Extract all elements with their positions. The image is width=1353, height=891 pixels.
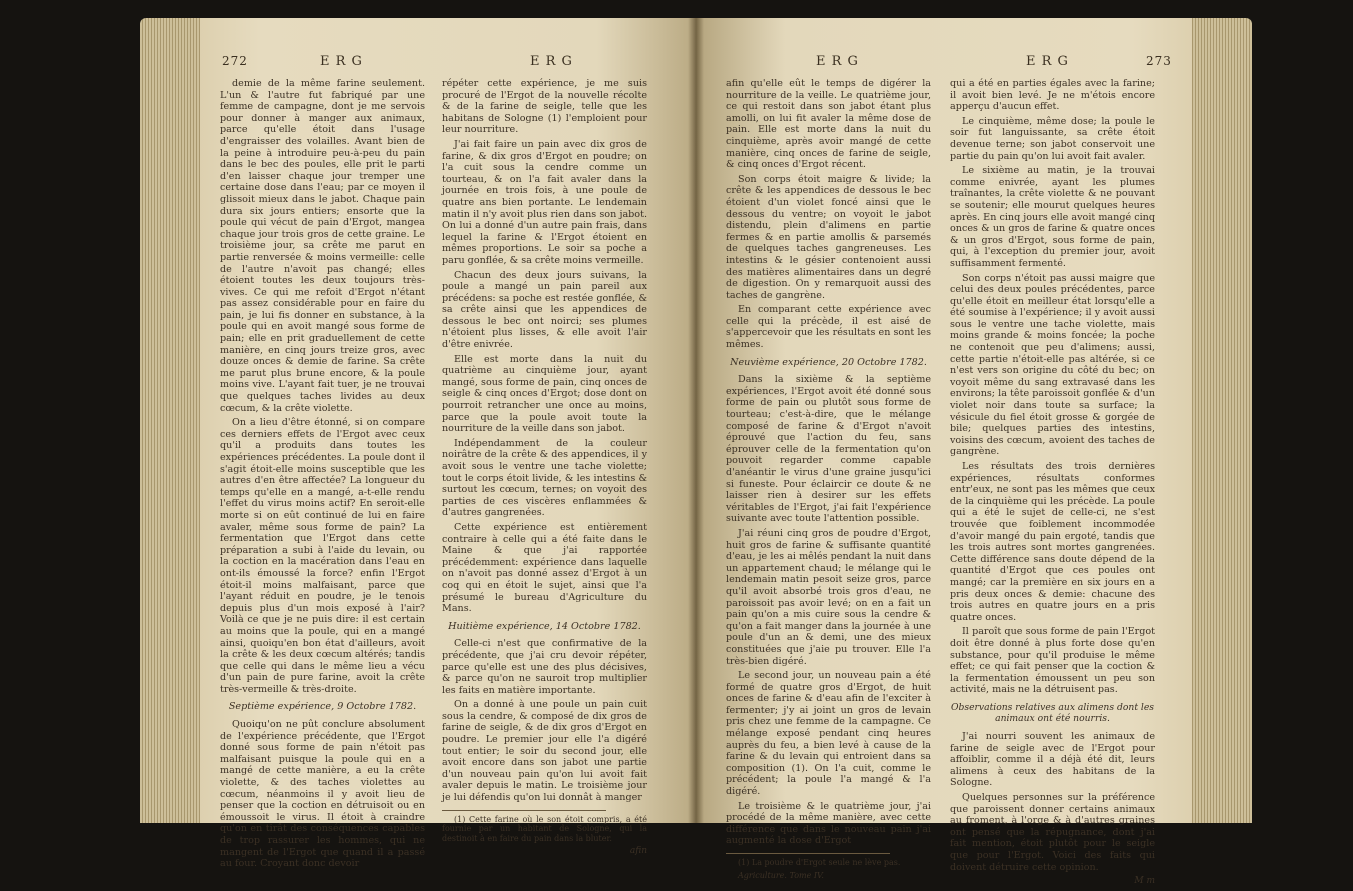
left-page-edges xyxy=(140,18,200,823)
footnote: (1) La poudre d'Ergot seule ne lève pas. xyxy=(738,858,901,867)
paragraph: On a lieu d'être étonné, si on compare ces derniers effets de l'Ergot avec ceux qu'il a produits dans toutes les expériences précédentes. La poule dont il s'agit étoit-elle moins susceptible que les autres d'en être affectée? La longueur du temps qu'elle en a mangé, a-t-elle rendu l'effet du virus moins actif? En seroit-elle morte si on eût continué de lui en faire avaler, même sous forme de pain? La fermentation que l'Ergot dans cette préparation a subi à l'aide du levain, ou la coction en la macération dans l'eau en ont-ils émoussé la force? enfin l'Ergot étoit-il moins malfaisant, parce que l'ayant réduit en poudre, je le tenois depuis plus d'un mois exposé à l'air? Voilà ce que je ne puis dire: il est certain au moins que la poule, qui en a mangé ainsi, quoiqu'en bon état d'ailleurs, avoit la crête & les deux cœcum altérés; tandis que celle qui dans le même lieu a vécu d'un pain de pure farine, avoit la crête très-vermeille & très-droite. xyxy=(220,417,425,695)
section-heading: Huitième expérience, 14 Octobre 1782. xyxy=(448,620,641,632)
right-column-2 xyxy=(950,78,1155,891)
paragraph: Les résultats des trois dernières expériences, résultats conformes entr'eux, ne sont pas les mêmes que ceux de la cinquième qui les précède. La poule qui a été le sujet de celle-ci, ne s'est trouvée que foiblement incommodée d'avoir mangé du pain ergoté, tandis que les trois autres sont mortes gangrenées. Cette différence sans doute dépend de la quantité d'Ergot que ces poules ont mangé; car la première en six jours en a pris deux onces & demie: chacune des trois autres en quatre jours en a pris quatre onces. xyxy=(950,461,1155,623)
paragraph: Le second jour, un nouveau pain a été formé de quatre gros d'Ergot, de huit onces de farine & d'eau afin de l'exciter à fermenter; j'y ai joint un gros de levain pris chez une femme de la campagne. Ce mélange exposé pendant cinq heures auprès du feu, a bien levé à cause de la farine & du levain qui entroient dans sa composition (1). On l'a cuit, comme le précédent; la poule l'a mangé & l'a digéré. xyxy=(726,670,931,798)
paragraph: Quoiqu'on ne pût conclure absolument de l'expérience précédente, que l'Ergot donné sous forme de pain n'étoit pas malfaisant puisque la poule qui en a mangé de cette manière, a eu la crête violette, & des taches violettes au cœcum, néanmoins il y avoit lieu de penser que la coction en détruisoit ou en émoussoit le virus. Il étoit à craindre qu'on en tirât des conséquences capables de trop rassurer les hommes, qui ne mangent de l'Ergot que quand il a passé au four. Croyant donc devoir xyxy=(220,719,425,870)
paragraph: J'ai nourri souvent les animaux de farine de seigle avec de l'Ergot pour affoiblir, comme il a déjà été dit, leurs alimens à ceux des habitans de la Sologne. xyxy=(950,731,1155,789)
section-heading: Observations relatives aux alimens dont les animaux ont été nourris. xyxy=(950,701,1155,725)
paragraph: Son corps n'étoit pas aussi maigre que celui des deux poules précédentes, parce qu'elle étoit en meilleur état lorsqu'elle a été soumise à l'expérience; il y avoit aussi sous le ventre une tache violette, mais moins grande & moins foncée; la poche ne contenoit que peu d'alimens; aussi, cette partie n'étoit-elle pas altérée, si ce n'est vers son origine du côté du bec; on voyoit même du sang extravasé dans les environs; la tête paroissoit gonflée & d'un violet noir dans toute sa surface; la vésicule du fiel étoit grosse & gorgée de bile; quelques parties des intestins, voisins des cœcum, avoient des taches de gangrène. xyxy=(950,272,1155,458)
paragraph: Cette expérience est entièrement contraire à celle qui a été faite dans le Maine & que j'ai rapportée précédemment: expérience dans laquelle on n'avoit pas donné assez d'Ergot à un coq qui en étoit le sujet, ainsi que l'a présumé le bureau d'Agriculture du Mans. xyxy=(442,521,647,615)
right-page xyxy=(696,18,1192,887)
left-column-2 xyxy=(442,78,647,861)
paragraph: En comparant cette expérience avec celle qui la précède, il est aisé de s'appercevoir que les résultats en sont les mêmes. xyxy=(726,304,931,351)
paragraph: Dans la sixième & la septième expériences, l'Ergot avoit été donné sous forme de pain ou plutôt sous forme de tourteau; c'est-à-dire, que le mélange composé de farine & d'Ergot n'avoit éprouvé que l'action du feu, sans éprouver celle de la fermentation qu'on pouvoit regarder comme capable d'anéantir le virus d'une graine jusqu'ici si funeste. Pour éclaircir ce doute & ne laisser rien à desirer sur les effets véritables de l'Ergot, j'ai fait l'expérience suivante avec toute l'attention possible. xyxy=(726,374,931,525)
section-heading: Septième expérience, 9 Octobre 1782. xyxy=(228,701,417,713)
paragraph: répéter cette expérience, je me suis procuré de l'Ergot de la nouvelle récolte & de la farine de seigle, telle que les habitans de Sologne (1) l'emploient pour leur nourriture. xyxy=(442,78,647,136)
paragraph: Elle est morte dans la nuit du quatrième au cinquième jour, ayant mangé, sous forme de pain, cinq onces de seigle & cinq onces d'Ergot; dose dont on pourroit retrancher une once au moins, parce que la poule avoit toute la nourriture de la veille dans son jabot. xyxy=(442,353,647,435)
catchword: afin xyxy=(629,846,647,857)
paragraph: J'ai réuni cinq gros de poudre d'Ergot, huit gros de farine & suffisante quantité d'eau, je les ai mêlés pendant la nuit dans un appartement chaud; le mélange qui le lendemain matin pesoit seize gros, parce qu'il avoit absorbé trois gros d'eau, ne paroissoit pas avoir levé; on en a fait un pain qu'on a mis cuire sous la cendre & qu'on a fait manger dans la journée à une poule d'un an & demi, une des mieux constituées que j'aie pu trouver. Elle l'a très-bien digéré. xyxy=(726,527,931,667)
paragraph: Le sixième au matin, je la trouvai comme enivrée, ayant les plumes traînantes, la crête violette & ne pouvant se soutenir; elle mourut quelques heures après. En cinq jours elle avoit mangé cinq onces & un gros de farine & quatre onces & un gros d'Ergot, sous forme de pain, qui, à l'exception du premier jour, avoit suffisamment fermenté. xyxy=(950,165,1155,269)
paragraph: demie de la même farine seulement. L'un & l'autre fut fabriqué par une femme de campagne, dont je me servois pour donner à manger aux animaux, parce qu'elle étoit dans l'usage d'engraisser des volailles. Avant bien de la peine à introduire peu-à-peu du pain dans le bec des poules, elle prit le parti d'en laisser chaque jour tremper une certaine dose dans l'eau; par ce moyen il glissoit mieux dans le jabot. Chaque pain dura six jours entiers; ensorte que la poule qui vécut de pain d'Ergot, mangea chaque jour trois gros de cette graine. Le troisième jour, sa crête me parut en partie renversée & moins vermeille: celle de l'autre n'avoit pas changé; elles étoient toutes les deux toujours très-vives. Ce qui me refoit d'Ergot n'étant pas assez considérable pour en faire du pain, je lui fis donner en substance, à la poule qui en avoit mangé sous forme de pain; elle en prit graduellement de cette manière, en cinq jours treize gros, avec douze onces & demie de farine. Sa crête me parut plus brune encore, & la poule moins vive. L'ayant fait tuer, je ne trouvai que quelques taches livides au deux cœcum, & la crête violette. xyxy=(220,78,425,414)
right-running-head: E R G xyxy=(1026,54,1069,69)
right-page-edges xyxy=(1192,18,1252,823)
paragraph: J'ai fait faire un pain avec dix gros de farine, & dix gros d'Ergot en poudre; on l'a cuit sous la cendre comme un tourteau, & on l'a fait avaler dans la journée en trois fois, à une poule de quatre ans bien portante. Le lendemain matin il n'y avoit plus rien dans son jabot. On lui a donné d'un autre pain frais, dans lequel la farine & l'Ergot étoient en mêmes proportions. Le soir sa poche a paru gonflée, & sa crête moins vermeille. xyxy=(442,138,647,266)
section-heading: Neuvième expérience, 20 Octobre 1782. xyxy=(730,356,927,368)
paragraph: Celle-ci n'est que confirmative de la précédente, que j'ai cru devoir répéter, parce qu'elle est une des plus décisives, & parce qu'on ne sauroit trop multiplier les faits en matière importante. xyxy=(442,638,647,696)
footnote: (1) Cette farine où le son étoit compris, a été fournie par un habitant de Sologne, qui la destinoit à en faire du pain dans la bluter. xyxy=(442,814,647,843)
book-gutter xyxy=(688,18,704,823)
paragraph: qui a été en parties égales avec la farine; il avoit bien levé. Je ne m'étois encore apperçu d'aucun effet. xyxy=(950,78,1155,113)
paragraph: afin qu'elle eût le temps de digérer la nourriture de la veille. Le quatrième jour, ce qui restoit dans son jabot étant plus amolli, on lui fit avaler la même dose de pain. Elle est morte dans la nuit du cinquième, après avoir mangé de cette manière, cinq onces de farine de seigle, & cinq onces d'Ergot récent. xyxy=(726,78,931,171)
left-column-1 xyxy=(220,78,425,873)
footnote-rule xyxy=(726,853,890,854)
paragraph: Indépendamment de la couleur noirâtre de la crête & des appendices, il y avoit sous le ventre une tache violette; tout le corps étoit livide, & les intestins & surtout les cœcum, ternes; on voyoit des parties de ces viscères enflammées & d'autres gangrenées. xyxy=(442,437,647,519)
right-column-1 xyxy=(726,78,931,883)
right-running-head-2: E R G xyxy=(816,54,859,69)
catchword: M m xyxy=(1134,876,1155,887)
paragraph: On a donné à une poule un pain cuit sous la cendre, & composé de dix gros de farine de seigle, & de dix gros d'Ergot en poudre. Le premier jour elle l'a digéré tout entier; le soir du second jour, elle avoit encore dans son jabot une partie d'un nouveau pain qu'on lui avoit fait avaler depuis le matin. Le troisième jour je lui défendis qu'on lui donnât à manger xyxy=(442,699,647,804)
paragraph: Le troisième & le quatrième jour, j'ai procédé de la même manière, avec cette différence que dans le nouveau pain j'ai augmenté la dose d'Ergot xyxy=(726,800,931,847)
paragraph: Chacun des deux jours suivans, la poule a mangé un pain pareil aux précédens: sa poche est restée gonflée, & sa crête ainsi que les appendices de dessous le bec ont noirci; ses plumes n'étoient plus lisses, & elle avoit l'air d'être enivrée. xyxy=(442,269,647,351)
left-page xyxy=(200,18,696,870)
left-running-head: E R G xyxy=(320,54,363,69)
left-running-head-2: E R G xyxy=(530,54,573,69)
paragraph: Quelques personnes sur la préférence que paroissent donner certains animaux au froment, à l'orge & à d'autres graines ont pensé que la répugnance, dont j'ai fait mention, étoit plutôt pour le seigle que pour l'Ergot. Voici des faits qui doivent détruire cette opinion. xyxy=(950,792,1155,873)
signature-mark: Agriculture. Tome IV. xyxy=(738,870,824,880)
paragraph: Il paroît que sous forme de pain l'Ergot doit être donné à plus forte dose qu'en substance, pour qu'il produise le même effet; ce qui fait penser que la coction & la fermentation émoussent un peu son activité, mais ne la détruisent pas. xyxy=(950,626,1155,696)
paragraph: Son corps étoit maigre & livide; la crête & les appendices de dessous le bec étoient d'un violet foncé ainsi que le dessous du ventre; on voyoit le jabot distendu, plein d'alimens en partie fermes & en partie amollis & parsemés de quelques taches gangreneuses. Les intestins & le gésier contenoient aussi des matières alimentaires dans un degré de digestion. On y remarquoit aussi des taches de gangrène. xyxy=(726,173,931,301)
right-page-number: 273 xyxy=(1146,54,1172,68)
open-book xyxy=(140,18,1252,887)
left-page-number: 272 xyxy=(222,54,248,68)
paragraph: Le cinquième, même dose; la poule le soir fut languissante, sa crête étoit devenue terne; son jabot conservoit une partie du pain qu'on lui avoit fait avaler. xyxy=(950,115,1155,162)
footnote-rule xyxy=(442,810,606,811)
